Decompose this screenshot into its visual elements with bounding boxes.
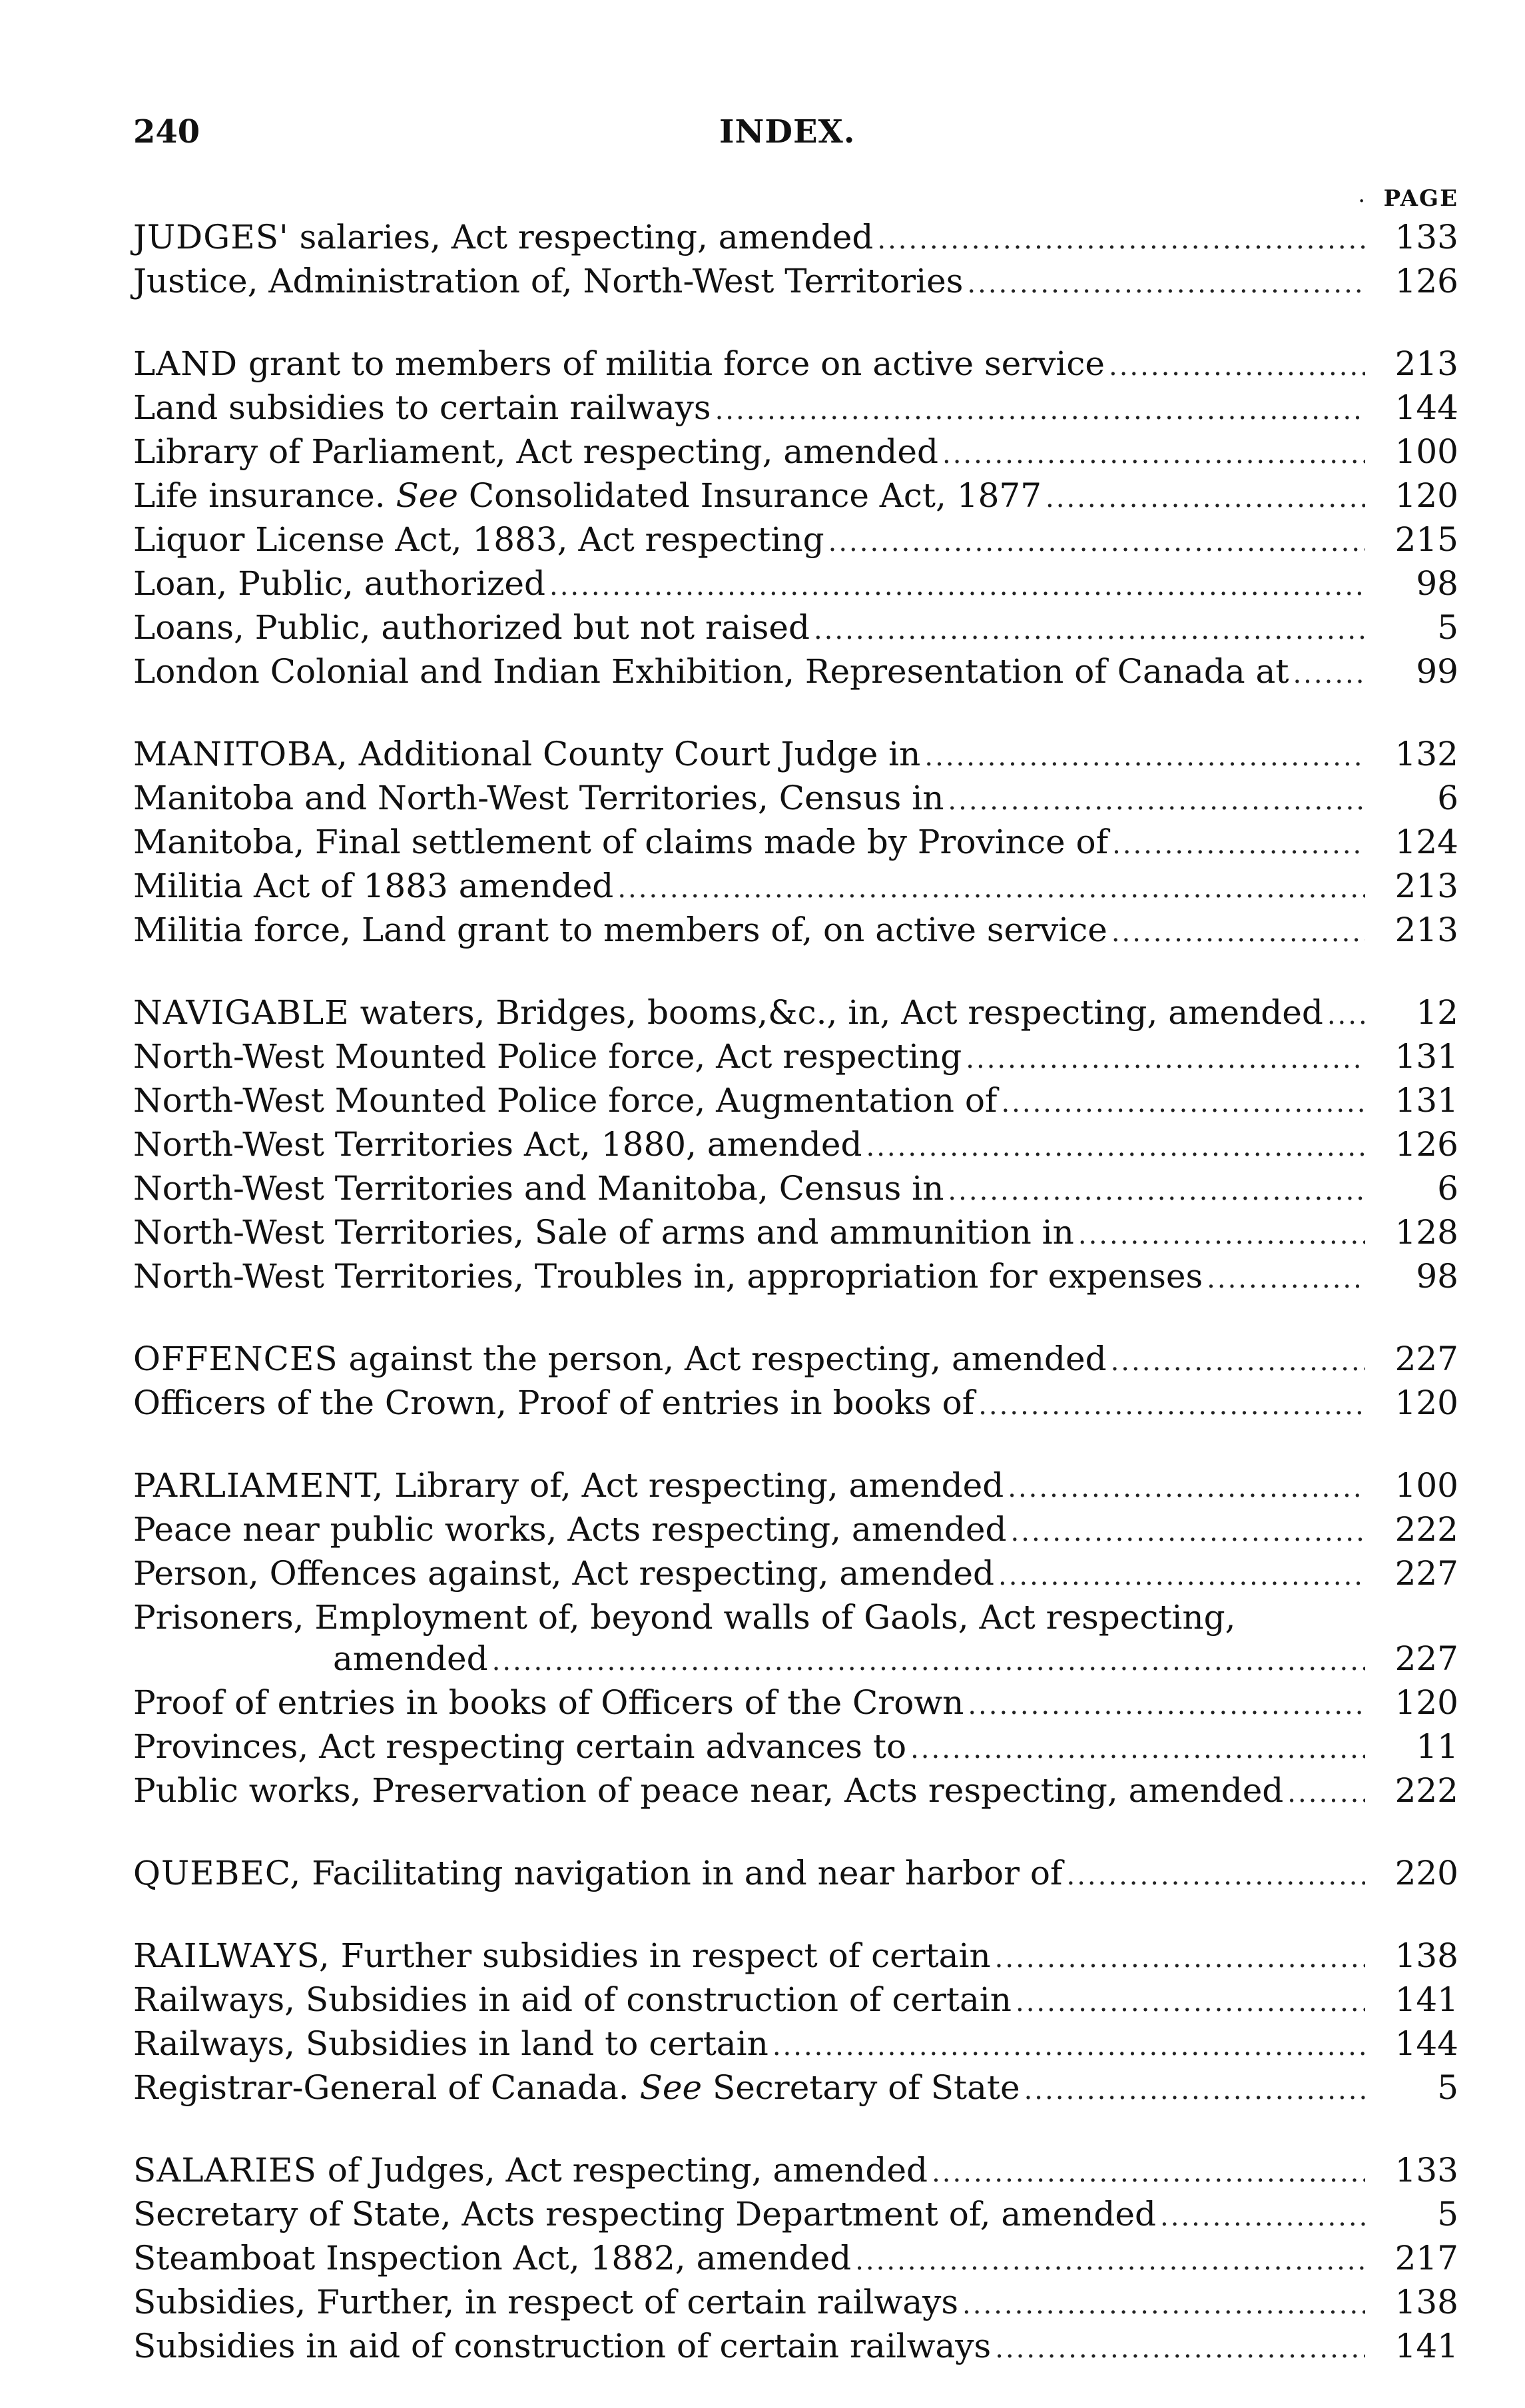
page-reference: 213 xyxy=(1394,344,1458,383)
dot-leader xyxy=(1160,2194,1365,2237)
entry-text xyxy=(133,1124,862,1165)
page-reference: 222 xyxy=(1394,1771,1458,1810)
see-reference: See xyxy=(396,476,458,515)
index-section xyxy=(133,1465,1458,1814)
index-entry xyxy=(133,431,1458,475)
index-entry-continuation xyxy=(133,1638,1458,1682)
entry-heading: Loans, Public, authorized but not raised xyxy=(133,608,810,647)
page-reference: 98 xyxy=(1416,1257,1458,1296)
page-title: INDEX. xyxy=(719,113,856,151)
page-reference: 141 xyxy=(1394,2327,1458,2365)
entry-heading: Railways, Subsidies in aid of construction of certain xyxy=(133,1980,1012,2019)
dot-leader xyxy=(966,1036,1365,1080)
page-reference: 213 xyxy=(1394,911,1458,949)
entry-heading: Steamboat Inspection Act, 1882, amended xyxy=(133,2239,852,2277)
entry-text xyxy=(133,343,1105,384)
page-reference: 220 xyxy=(1394,1854,1458,1892)
page-reference: 100 xyxy=(1394,1466,1458,1505)
entry-text xyxy=(133,992,1323,1033)
page-reference: 133 xyxy=(1394,218,1458,256)
index-entry xyxy=(133,1682,1458,1726)
dot-leader xyxy=(1024,2067,1365,2111)
dot-leader xyxy=(1016,1979,1365,2023)
entry-text xyxy=(133,1465,1004,1506)
entry-text xyxy=(133,1212,1074,1253)
entry-text xyxy=(133,1168,944,1209)
page-reference: 131 xyxy=(1394,1037,1458,1076)
entry-heading: Library of, Act respecting, amended xyxy=(384,1466,1004,1505)
entry-heading: Militia Act of 1883 amended xyxy=(133,867,614,905)
entry-heading: Justice, Administration of, North-West Territories xyxy=(133,262,964,300)
index-entry xyxy=(133,821,1458,865)
entry-text xyxy=(133,1979,1012,2020)
dot-leader xyxy=(1001,1080,1365,1124)
entry-text xyxy=(133,1726,906,1767)
index-entry xyxy=(133,2194,1458,2237)
index-section xyxy=(133,2150,1458,2369)
entry-text xyxy=(133,1256,1203,1297)
index-entry xyxy=(133,563,1458,607)
dot-leader xyxy=(1109,343,1365,387)
index-entry xyxy=(133,1382,1458,1426)
index-entry xyxy=(133,1465,1458,1509)
index-entry xyxy=(133,607,1458,651)
page-reference: 133 xyxy=(1394,2151,1458,2190)
entry-text xyxy=(133,216,873,258)
page-reference: 138 xyxy=(1394,1936,1458,1975)
index-entry xyxy=(133,1168,1458,1212)
page-reference: 132 xyxy=(1394,735,1458,773)
dot-leader xyxy=(866,1124,1365,1168)
entry-lead-word: JUDGES' xyxy=(133,218,289,256)
index-entry xyxy=(133,1553,1458,1597)
index-entry xyxy=(133,1256,1458,1300)
entry-lead-word: OFFENCES xyxy=(133,1340,338,1378)
index-entry xyxy=(133,1338,1458,1382)
page-reference: 217 xyxy=(1394,2239,1458,2277)
index-entry xyxy=(133,1597,1458,1638)
dot-leader xyxy=(962,2281,1365,2325)
dot-leader xyxy=(978,1382,1365,1426)
index-entry xyxy=(133,1124,1458,1168)
entry-text xyxy=(133,1080,997,1121)
dot-leader xyxy=(910,1726,1365,1770)
page-reference: 215 xyxy=(1394,520,1458,559)
entry-text xyxy=(133,1597,1236,1638)
entry-heading: Additional County Court Judge in xyxy=(348,735,921,773)
index-section xyxy=(133,733,1458,953)
index-entry xyxy=(133,2237,1458,2281)
page-reference: 222 xyxy=(1394,1510,1458,1549)
dot-leader xyxy=(995,2325,1365,2369)
entry-heading: grant to members of militia force on active service xyxy=(238,344,1105,383)
entry-heading: Land subsidies to certain railways xyxy=(133,388,711,427)
dot-leader xyxy=(1078,1212,1365,1256)
entry-text xyxy=(133,2325,991,2367)
entry-text xyxy=(133,2237,851,2279)
page-reference: 138 xyxy=(1394,2283,1458,2321)
index-entry xyxy=(133,2067,1458,2111)
entry-heading: Manitoba, Final settlement of claims made by Province of xyxy=(133,823,1109,861)
entry-heading: Railways, Subsidies in land to certain xyxy=(133,2024,768,2063)
dot-leader xyxy=(877,216,1365,260)
page-reference: 144 xyxy=(1394,2024,1458,2063)
entry-text xyxy=(133,1852,1063,1894)
entry-heading: London Colonial and Indian Exhibition, Representation of Canada at xyxy=(133,652,1289,691)
index-section xyxy=(133,343,1458,695)
entry-text xyxy=(133,1338,1107,1380)
page-number: 240 xyxy=(133,113,200,151)
entry-text xyxy=(133,563,545,604)
page-column-label: PAGE xyxy=(1383,185,1458,212)
entry-text xyxy=(133,475,1042,516)
dot-leader xyxy=(1207,1256,1365,1300)
page-reference: 5 xyxy=(1437,2195,1458,2233)
dot-leader xyxy=(828,519,1365,563)
entry-heading: Secretary of State, Acts respecting Department of, amended xyxy=(133,2195,1157,2233)
running-head xyxy=(133,107,1458,167)
index-entry xyxy=(133,1979,1458,2023)
page-reference: 213 xyxy=(1394,867,1458,905)
entry-text xyxy=(133,1682,964,1723)
entry-heading: North-West Territories and Manitoba, Census in xyxy=(133,1169,944,1208)
entry-heading: Facilitating navigation in and near harbor of xyxy=(301,1854,1063,1892)
entry-text xyxy=(133,1036,962,1077)
dot-leader xyxy=(1112,821,1365,865)
entry-heading: Liquor License Act, 1883, Act respecting xyxy=(133,520,824,559)
index-entry xyxy=(133,216,1458,260)
dot-leader xyxy=(1327,992,1365,1036)
entry-heading: North-West Territories, Troubles in, appropriation for expenses xyxy=(133,1257,1203,1296)
dot-leader xyxy=(998,1553,1365,1597)
entry-heading: Prisoners, Employment of, beyond walls of Gaols, Act respecting, xyxy=(133,1598,1236,1637)
entry-text xyxy=(133,651,1289,692)
page-reference: 5 xyxy=(1437,2068,1458,2107)
index-entry xyxy=(133,343,1458,387)
entry-heading: Provinces, Act respecting certain advances to xyxy=(133,1727,907,1766)
dot-leader xyxy=(1067,1852,1366,1896)
dot-leader xyxy=(968,1682,1365,1726)
index-section xyxy=(133,1852,1458,1896)
index-entry xyxy=(133,1770,1458,1814)
entry-text xyxy=(133,865,613,907)
dot-leader xyxy=(1046,475,1365,519)
entry-heading: waters, Bridges, booms,&c., in, Act respecting, amended xyxy=(349,993,1323,1032)
page-reference: 120 xyxy=(1394,476,1458,515)
entry-heading: Militia force, Land grant to members of, on active service xyxy=(133,911,1107,949)
index-entry xyxy=(133,2150,1458,2194)
page-reference: 100 xyxy=(1394,432,1458,471)
entry-text xyxy=(133,909,1107,951)
page-reference: 6 xyxy=(1437,779,1458,817)
entry-text xyxy=(133,821,1108,863)
entry-text xyxy=(133,519,824,560)
page-reference: 126 xyxy=(1394,1125,1458,1164)
entry-lead-word: MANITOBA, xyxy=(133,735,348,773)
page-reference: 6 xyxy=(1437,1169,1458,1208)
dot-leader xyxy=(1111,1338,1365,1382)
entry-heading: Subsidies, Further, in respect of certain railways xyxy=(133,2283,959,2321)
entry-heading: Subsidies in aid of construction of certain railways xyxy=(133,2327,992,2365)
page-reference: 98 xyxy=(1416,564,1458,603)
index-entry xyxy=(133,865,1458,909)
index-entry xyxy=(133,519,1458,563)
dot-leader xyxy=(942,431,1365,475)
index-entry xyxy=(133,387,1458,431)
index-section xyxy=(133,1338,1458,1426)
column-header-dot: . xyxy=(1358,181,1365,208)
entry-text xyxy=(133,2150,928,2191)
entry-lead-word: NAVIGABLE xyxy=(133,993,350,1032)
entry-heading: Life insurance. xyxy=(133,476,386,515)
dot-leader xyxy=(1293,651,1365,695)
index-entry xyxy=(133,733,1458,777)
index-entry xyxy=(133,1212,1458,1256)
dot-leader xyxy=(967,260,1365,304)
page-reference: 126 xyxy=(1394,262,1458,300)
index-entry xyxy=(133,260,1458,304)
dot-leader xyxy=(492,1638,1365,1682)
see-target: Secretary of State xyxy=(712,2068,1020,2107)
entry-text xyxy=(133,1770,1283,1811)
index-page xyxy=(133,107,1458,2408)
dot-leader xyxy=(1011,1509,1365,1553)
index-entry xyxy=(133,1036,1458,1080)
index-entry xyxy=(133,1080,1458,1124)
entry-heading: North-West Mounted Police force, Act respecting xyxy=(133,1037,962,1076)
entry-heading: Further subsidies in respect of certain xyxy=(330,1936,991,1975)
index-entry xyxy=(133,777,1458,821)
index-entry xyxy=(133,1726,1458,1770)
index-entry xyxy=(133,992,1458,1036)
entry-heading: Library of Parliament, Act respecting, amended xyxy=(133,432,938,471)
entry-text xyxy=(133,2023,768,2064)
index-entry xyxy=(133,1935,1458,1979)
entry-heading: Peace near public works, Acts respecting, amended xyxy=(133,1510,1007,1549)
entry-lead-word: SALARIES xyxy=(133,2151,317,2190)
entry-heading: Person, Offences against, Act respecting, amended xyxy=(133,1554,994,1593)
column-header xyxy=(133,167,1458,216)
entry-text xyxy=(133,431,938,472)
page-reference: 12 xyxy=(1416,993,1458,1032)
dot-leader xyxy=(932,2150,1365,2194)
see-target: Consolidated Insurance Act, 1877 xyxy=(468,476,1042,515)
entry-text xyxy=(133,777,944,819)
dot-leader xyxy=(1111,909,1365,953)
entry-text xyxy=(133,1509,1007,1550)
entry-text xyxy=(133,2067,1020,2108)
entry-text xyxy=(133,2281,958,2323)
index-entry xyxy=(133,651,1458,695)
index-section xyxy=(133,992,1458,1300)
page-reference: 141 xyxy=(1394,1980,1458,2019)
entry-text xyxy=(133,387,711,428)
entry-heading: North-West Territories, Sale of arms and ammunition in xyxy=(133,1213,1074,1252)
entry-lead-word: LAND xyxy=(133,344,238,383)
index-entry xyxy=(133,475,1458,519)
index-entry xyxy=(133,909,1458,953)
entry-text xyxy=(133,733,920,775)
page-reference: 5 xyxy=(1437,608,1458,647)
entry-continuation-text: amended xyxy=(333,1639,488,1678)
entry-text xyxy=(133,1382,974,1423)
entry-text xyxy=(133,260,963,302)
entry-lead-word: QUEBEC, xyxy=(133,1854,302,1892)
page-reference: 11 xyxy=(1416,1727,1458,1766)
dot-leader xyxy=(948,777,1365,821)
page-reference: 227 xyxy=(1394,1639,1458,1678)
entry-heading: North-West Territories Act, 1880, amended xyxy=(133,1125,862,1164)
entry-heading: Officers of the Crown, Proof of entries in books of xyxy=(133,1384,975,1422)
page-reference: 120 xyxy=(1394,1384,1458,1422)
entry-lead-word: RAILWAYS, xyxy=(133,1936,330,1975)
index-entry xyxy=(133,2325,1458,2369)
dot-leader xyxy=(855,2237,1365,2281)
dot-leader xyxy=(772,2023,1365,2067)
page-reference: 144 xyxy=(1394,388,1458,427)
entry-heading: Manitoba and North-West Territories, Census in xyxy=(133,779,944,817)
index-entry xyxy=(133,2281,1458,2325)
dot-leader xyxy=(814,607,1365,651)
page-reference: 227 xyxy=(1394,1340,1458,1378)
dot-leader xyxy=(948,1168,1365,1212)
dot-leader xyxy=(549,563,1365,607)
entry-heading: Proof of entries in books of Officers of the Crown xyxy=(133,1683,964,1722)
entry-heading: against the person, Act respecting, amended xyxy=(338,1340,1107,1378)
entry-text xyxy=(133,607,810,648)
page-reference: 227 xyxy=(1394,1554,1458,1593)
dot-leader xyxy=(1287,1770,1365,1814)
entry-heading: Loan, Public, authorized xyxy=(133,564,545,603)
page-reference: 120 xyxy=(1394,1683,1458,1722)
index-body xyxy=(133,216,1458,2369)
entry-heading: Registrar-General of Canada. xyxy=(133,2068,629,2107)
index-section xyxy=(133,216,1458,304)
dot-leader xyxy=(715,387,1365,431)
index-entry xyxy=(133,1852,1458,1896)
dot-leader xyxy=(617,865,1365,909)
entry-text xyxy=(133,1935,991,1976)
dot-leader xyxy=(995,1935,1365,1979)
page-reference: 124 xyxy=(1394,823,1458,861)
page-reference: 131 xyxy=(1394,1081,1458,1120)
index-entry xyxy=(133,1509,1458,1553)
page-reference: 128 xyxy=(1394,1213,1458,1252)
entry-heading: salaries, Act respecting, amended xyxy=(288,218,874,256)
entry-heading: of Judges, Act respecting, amended xyxy=(316,2151,928,2190)
entry-text xyxy=(133,2194,1156,2235)
entry-heading: North-West Mounted Police force, Augmentation of xyxy=(133,1081,998,1120)
entry-heading: Public works, Preservation of peace near, Acts respecting, amended xyxy=(133,1771,1284,1810)
index-section xyxy=(133,1935,1458,2111)
entry-text xyxy=(133,1553,994,1594)
see-reference: See xyxy=(639,2068,703,2107)
page-reference: 99 xyxy=(1416,652,1458,691)
dot-leader xyxy=(1008,1465,1365,1509)
entry-lead-word: PARLIAMENT, xyxy=(133,1466,384,1505)
index-entry xyxy=(133,2023,1458,2067)
dot-leader xyxy=(924,733,1365,777)
